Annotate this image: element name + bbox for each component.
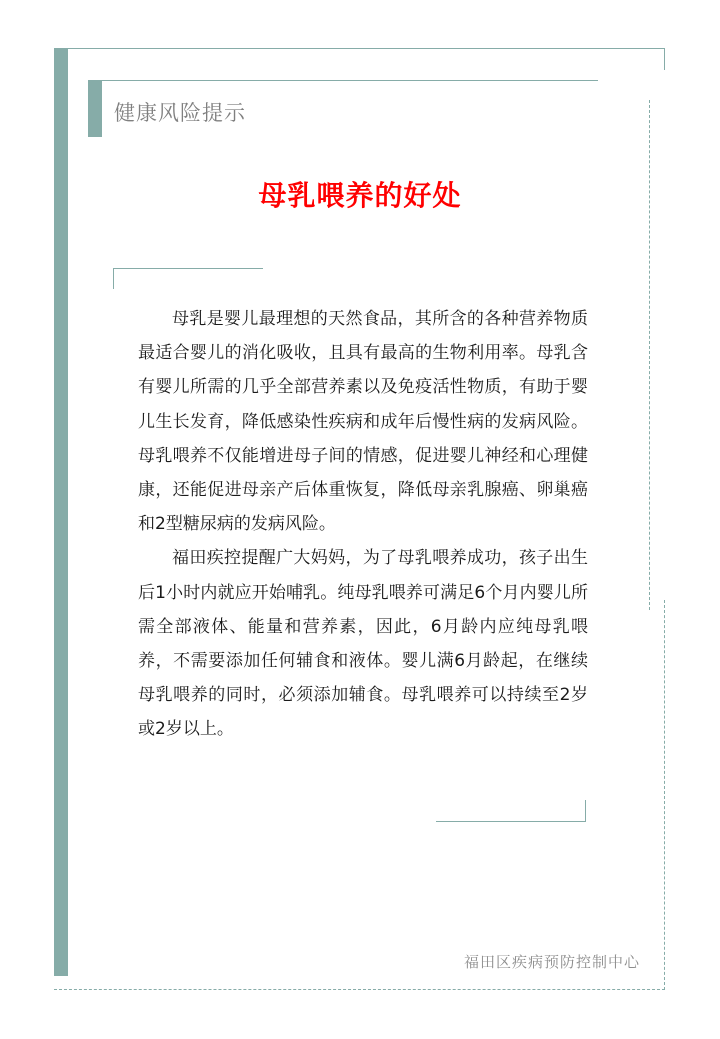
right-border-solid bbox=[664, 48, 665, 70]
corner-bracket-top-left-vertical bbox=[113, 268, 114, 289]
section-label: 健康风险提示 bbox=[114, 101, 246, 125]
paragraph-benefits: 母乳是婴儿最理想的天然食品，其所含的各种营养物质最适合婴儿的消化吸收，且具有最高的生物利用率。母乳含有婴儿所需的几乎全部营养素以及免疫活性物质，有助于婴儿生长发育，降低感染性疾病和成年后慢性病的发病风险。母乳喂养不仅能增进母子间的情感，促进婴儿神经和心理健康，还能促进母亲产后体重恢复，降低母亲乳腺癌、卵巢癌和2型糖尿病的发病风险。 bbox=[138, 309, 588, 535]
top-border-line bbox=[68, 48, 665, 49]
article-body bbox=[138, 302, 588, 747]
paragraph-advice: 福田疾控提醒广大妈妈，为了母乳喂养成功，孩子出生后1小时内就应开始哺乳。纯母乳喂养可满足6个月内婴儿所需全部液体、能量和营养素，因此，6月龄内应纯母乳喂养，不需要添加任何辅食和液体。婴儿满6月龄起，在继续母乳喂养的同时，必须添加辅食。母乳喂养可以持续至2岁或2岁以上。 bbox=[138, 548, 588, 740]
corner-bracket-bottom-right-horizontal bbox=[436, 821, 586, 822]
header-accent-block bbox=[88, 80, 102, 137]
right-dashed-border-lower bbox=[664, 600, 665, 990]
article-title: 母乳喂养的好处 bbox=[258, 179, 462, 212]
corner-bracket-top-left-horizontal bbox=[113, 268, 263, 269]
header-rule bbox=[102, 80, 598, 81]
footer-organization: 福田区疾病预防控制中心 bbox=[463, 953, 640, 971]
corner-bracket-bottom-right-vertical bbox=[585, 800, 586, 822]
bottom-dashed-border bbox=[54, 989, 665, 990]
